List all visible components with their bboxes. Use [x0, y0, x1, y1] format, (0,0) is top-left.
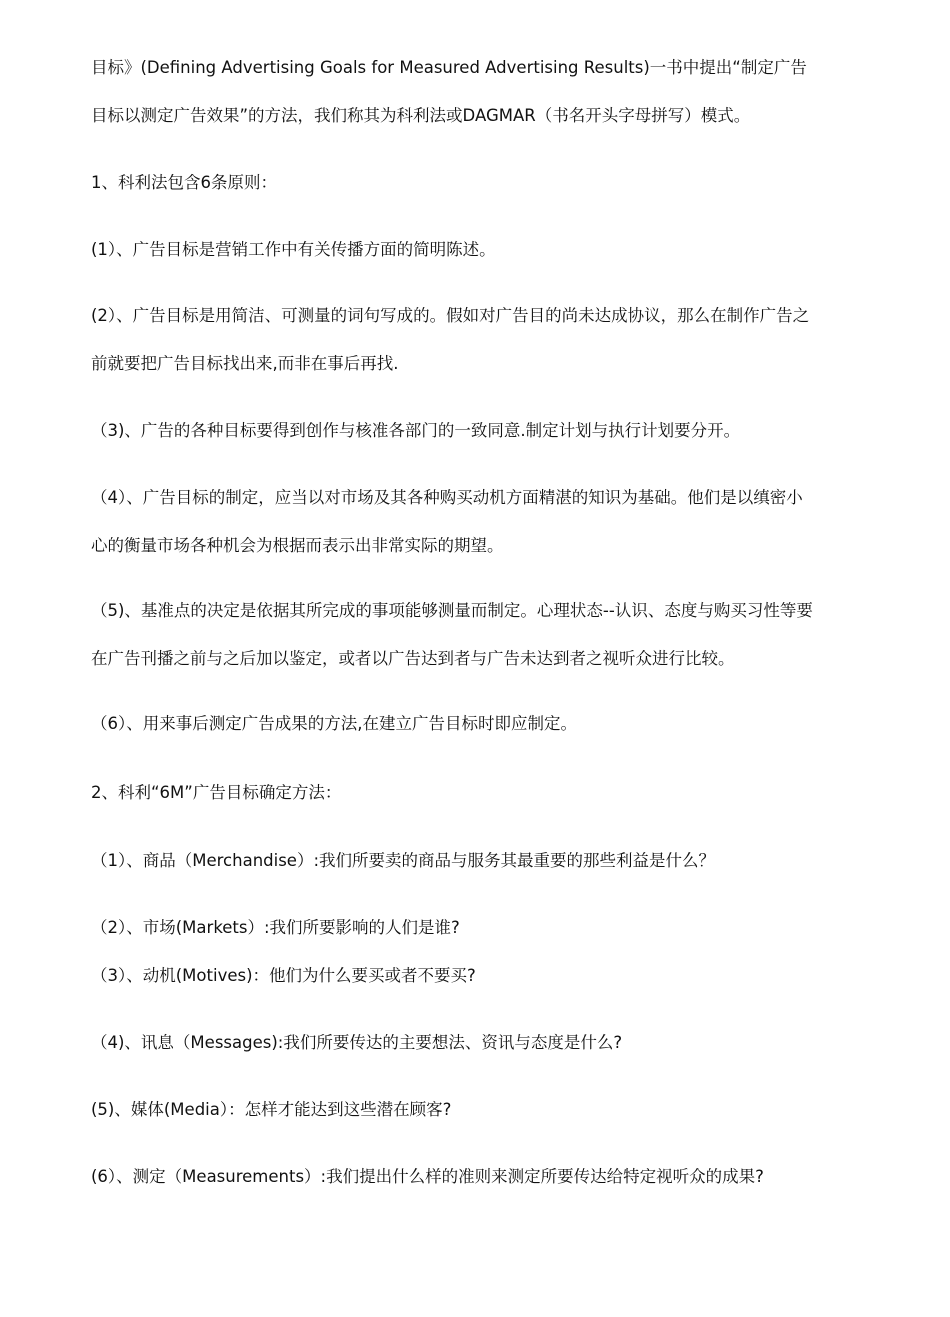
text-line: 前就要把广告目标找出来,而非在事后再找. [91, 354, 399, 373]
text-line: 在广告刊播之前与之后加以鉴定，或者以广告达到者与广告未达到者之视听众进行比较。 [91, 649, 735, 668]
text-line: （1）、商品（Merchandise）:我们所要卖的商品与服务其最重要的那些利益是什么？ [91, 851, 716, 870]
text-line: （6）、用来事后测定广告成果的方法,在建立广告目标时即应制定。 [91, 714, 577, 733]
text-line: （3)、广告的各种目标要得到创作与核准各部门的一致同意.制定计划与执行计划要分开。 [91, 421, 741, 440]
text-line: （4)、讯息（Messages):我们所要传达的主要想法、资讯与态度是什么? [91, 1033, 623, 1052]
text-line: （5)、基准点的决定是依据其所完成的事项能够测量而制定。心理状态--认识、态度与购买习性等要 [91, 601, 813, 620]
text-line: 1、科利法包含6条原则： [91, 173, 277, 192]
text-line: 目标》(Defining Advertising Goals for Measured Advertising Results)一书中提出“制定广告 [91, 58, 807, 77]
text-line: (2）、广告目标是用简洁、可测量的词句写成的。假如对广告目的尚未达成协议，那么在制作广告之 [91, 306, 810, 325]
text-line: (5)、媒体(Media）：怎样才能达到这些潜在顾客? [91, 1100, 452, 1119]
text-line: （4）、广告目标的制定，应当以对市场及其各种购买动机方面精湛的知识为基础。他们是以缜密小 [91, 488, 803, 507]
text-line: 目标以测定广告效果”的方法，我们称其为科利法或DAGMAR（书名开头字母拼写）模式。 [91, 106, 751, 125]
text-line: （2）、市场(Markets）:我们所要影响的人们是谁? [91, 918, 460, 937]
text-line: （3）、动机(Motives)：他们为什么要买或者不要买? [91, 966, 476, 985]
text-line: 2、科利“6M”广告目标确定方法： [91, 783, 342, 802]
text-line: (1）、广告目标是营销工作中有关传播方面的简明陈述。 [91, 240, 496, 259]
text-line: (6）、测定（Measurements）:我们提出什么样的准则来测定所要传达给特定视听众的成果? [91, 1167, 764, 1186]
text-line: 心的衡量市场各种机会为根据而表示出非常实际的期望。 [91, 536, 504, 555]
